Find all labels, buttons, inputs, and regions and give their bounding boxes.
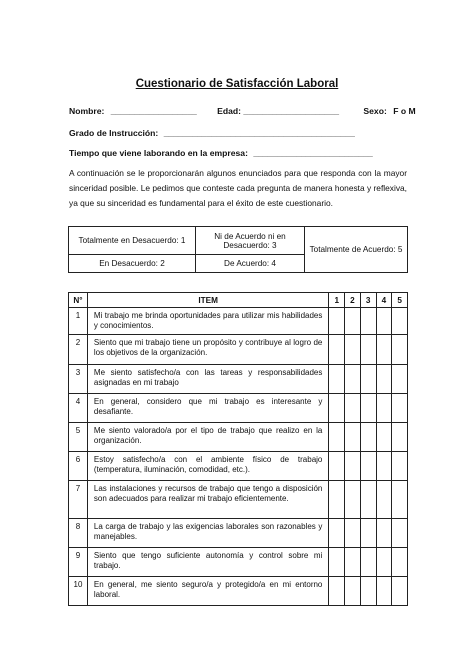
scale-4: De Acuerdo: 4 <box>196 255 305 273</box>
answer-cell[interactable] <box>360 423 376 452</box>
answer-cell[interactable] <box>360 481 376 519</box>
table-row <box>69 423 408 452</box>
item-number: 3 <box>69 365 88 394</box>
answer-cell[interactable] <box>345 452 361 481</box>
answer-cell[interactable] <box>392 452 408 481</box>
intro-paragraph: A continuación se le proporcionarán algunos enunciados para que responda con la mayor sinceridad posible. Le pedimos que conteste cada pregunta de manera honesta y reflexiva, ya que su sinceridad es fundamental para el éxito de este cuestionario. <box>69 168 408 208</box>
personal-data-row <box>69 106 416 116</box>
table-row <box>69 365 408 394</box>
scale-1: Totalmente en Desacuerdo: 1 <box>69 227 196 255</box>
scale-5: Totalmente de Acuerdo: 5 <box>305 227 408 273</box>
answer-cell[interactable] <box>329 394 345 423</box>
answer-cell[interactable] <box>360 548 376 577</box>
sexo-label: Sexo: <box>363 106 387 116</box>
answer-cell[interactable] <box>360 519 376 548</box>
item-text: Me siento satisfecho/a con las tareas y responsabilidades asignadas en mi trabajo <box>87 365 328 394</box>
scale-2: En Desacuerdo: 2 <box>69 255 196 273</box>
answer-cell[interactable] <box>345 577 361 606</box>
nombre-label: Nombre: <box>69 106 105 116</box>
answer-cell[interactable] <box>329 481 345 519</box>
answer-cell[interactable] <box>376 548 392 577</box>
answer-cell[interactable] <box>392 335 408 365</box>
grado-label: Grado de Instrucción: <box>69 128 159 138</box>
table-row <box>69 308 408 335</box>
item-text: Siento que mi trabajo tiene un propósito y contribuye al logro de los objetivos de la organización. <box>87 335 328 365</box>
answer-cell[interactable] <box>392 481 408 519</box>
tiempo-label: Tiempo que viene laborando en la empresa: <box>69 148 248 158</box>
answer-cell[interactable] <box>329 423 345 452</box>
edad-field[interactable]: ____________________ <box>243 106 340 116</box>
answer-cell[interactable] <box>392 365 408 394</box>
answer-cell[interactable] <box>345 394 361 423</box>
answer-cell[interactable] <box>376 519 392 548</box>
answer-cell[interactable] <box>392 577 408 606</box>
tiempo-row <box>69 148 373 158</box>
answer-cell[interactable] <box>376 394 392 423</box>
item-text: Me siento valorado/a por el tipo de trabajo que realizo en la organización. <box>87 423 328 452</box>
answer-cell[interactable] <box>345 365 361 394</box>
answer-cell[interactable] <box>329 365 345 394</box>
nombre-field[interactable]: __________________ <box>110 106 197 116</box>
answer-cell[interactable] <box>329 548 345 577</box>
header-item: ITEM <box>87 293 328 308</box>
tiempo-field[interactable]: _________________________ <box>253 148 373 158</box>
scale-legend <box>68 226 408 273</box>
item-number: 1 <box>69 308 88 335</box>
answer-cell[interactable] <box>392 423 408 452</box>
item-text: Siento que tengo suficiente autonomía y control sobre mi trabajo. <box>87 548 328 577</box>
answer-cell[interactable] <box>329 519 345 548</box>
answer-cell[interactable] <box>392 308 408 335</box>
table-row <box>69 394 408 423</box>
answer-cell[interactable] <box>376 308 392 335</box>
edad-label: Edad: <box>217 106 242 116</box>
item-number: 10 <box>69 577 88 606</box>
answer-cell[interactable] <box>360 365 376 394</box>
header-1: 1 <box>329 293 345 308</box>
header-4: 4 <box>376 293 392 308</box>
answer-cell[interactable] <box>329 335 345 365</box>
page-title: Cuestionario de Satisfacción Laboral <box>135 78 339 90</box>
item-text: En general, considero que mi trabajo es interesante y desafiante. <box>87 394 328 423</box>
scale-3: Ni de Acuerdo ni en Desacuerdo: 3 <box>196 227 305 255</box>
answer-cell[interactable] <box>392 519 408 548</box>
header-3: 3 <box>360 293 376 308</box>
answer-cell[interactable] <box>376 481 392 519</box>
answer-cell[interactable] <box>376 452 392 481</box>
grado-row <box>69 128 355 138</box>
table-row <box>69 577 408 606</box>
answer-cell[interactable] <box>360 394 376 423</box>
answer-cell[interactable] <box>345 335 361 365</box>
items-table <box>68 292 408 606</box>
item-number: 6 <box>69 452 88 481</box>
table-row <box>69 452 408 481</box>
item-text: En general, me siento seguro/a y protegido/a en mi entorno laboral. <box>87 577 328 606</box>
table-row <box>69 481 408 519</box>
answer-cell[interactable] <box>345 481 361 519</box>
answer-cell[interactable] <box>345 423 361 452</box>
answer-cell[interactable] <box>360 335 376 365</box>
answer-cell[interactable] <box>329 577 345 606</box>
header-5: 5 <box>392 293 408 308</box>
table-row <box>69 519 408 548</box>
answer-cell[interactable] <box>329 452 345 481</box>
answer-cell[interactable] <box>345 519 361 548</box>
answer-cell[interactable] <box>392 394 408 423</box>
item-text: Estoy satisfecho/a con el ambiente físico de trabajo (temperatura, iluminación, comodidad, etc.). <box>87 452 328 481</box>
header-2: 2 <box>345 293 361 308</box>
item-number: 9 <box>69 548 88 577</box>
answer-cell[interactable] <box>376 335 392 365</box>
item-number: 4 <box>69 394 88 423</box>
header-num: N° <box>69 293 88 308</box>
grado-field[interactable]: ________________________________________ <box>163 128 355 138</box>
item-number: 8 <box>69 519 88 548</box>
answer-cell[interactable] <box>329 308 345 335</box>
table-row <box>69 335 408 365</box>
item-number: 2 <box>69 335 88 365</box>
table-row <box>69 548 408 577</box>
answer-cell[interactable] <box>392 548 408 577</box>
item-text: Las instalaciones y recursos de trabajo que tengo a disposición son adecuados para realizar mi trabajo eficientemente. <box>87 481 328 519</box>
answer-cell[interactable] <box>360 308 376 335</box>
answer-cell[interactable] <box>376 423 392 452</box>
item-text: La carga de trabajo y las exigencias laborales son razonables y manejables. <box>87 519 328 548</box>
item-number: 5 <box>69 423 88 452</box>
answer-cell[interactable] <box>360 452 376 481</box>
sexo-field[interactable]: F o M <box>393 106 416 116</box>
answer-cell[interactable] <box>376 365 392 394</box>
answer-cell[interactable] <box>360 577 376 606</box>
answer-cell[interactable] <box>345 308 361 335</box>
answer-cell[interactable] <box>376 577 392 606</box>
item-number: 7 <box>69 481 88 519</box>
answer-cell[interactable] <box>345 548 361 577</box>
item-text: Mi trabajo me brinda oportunidades para utilizar mis habilidades y conocimientos. <box>87 308 328 335</box>
